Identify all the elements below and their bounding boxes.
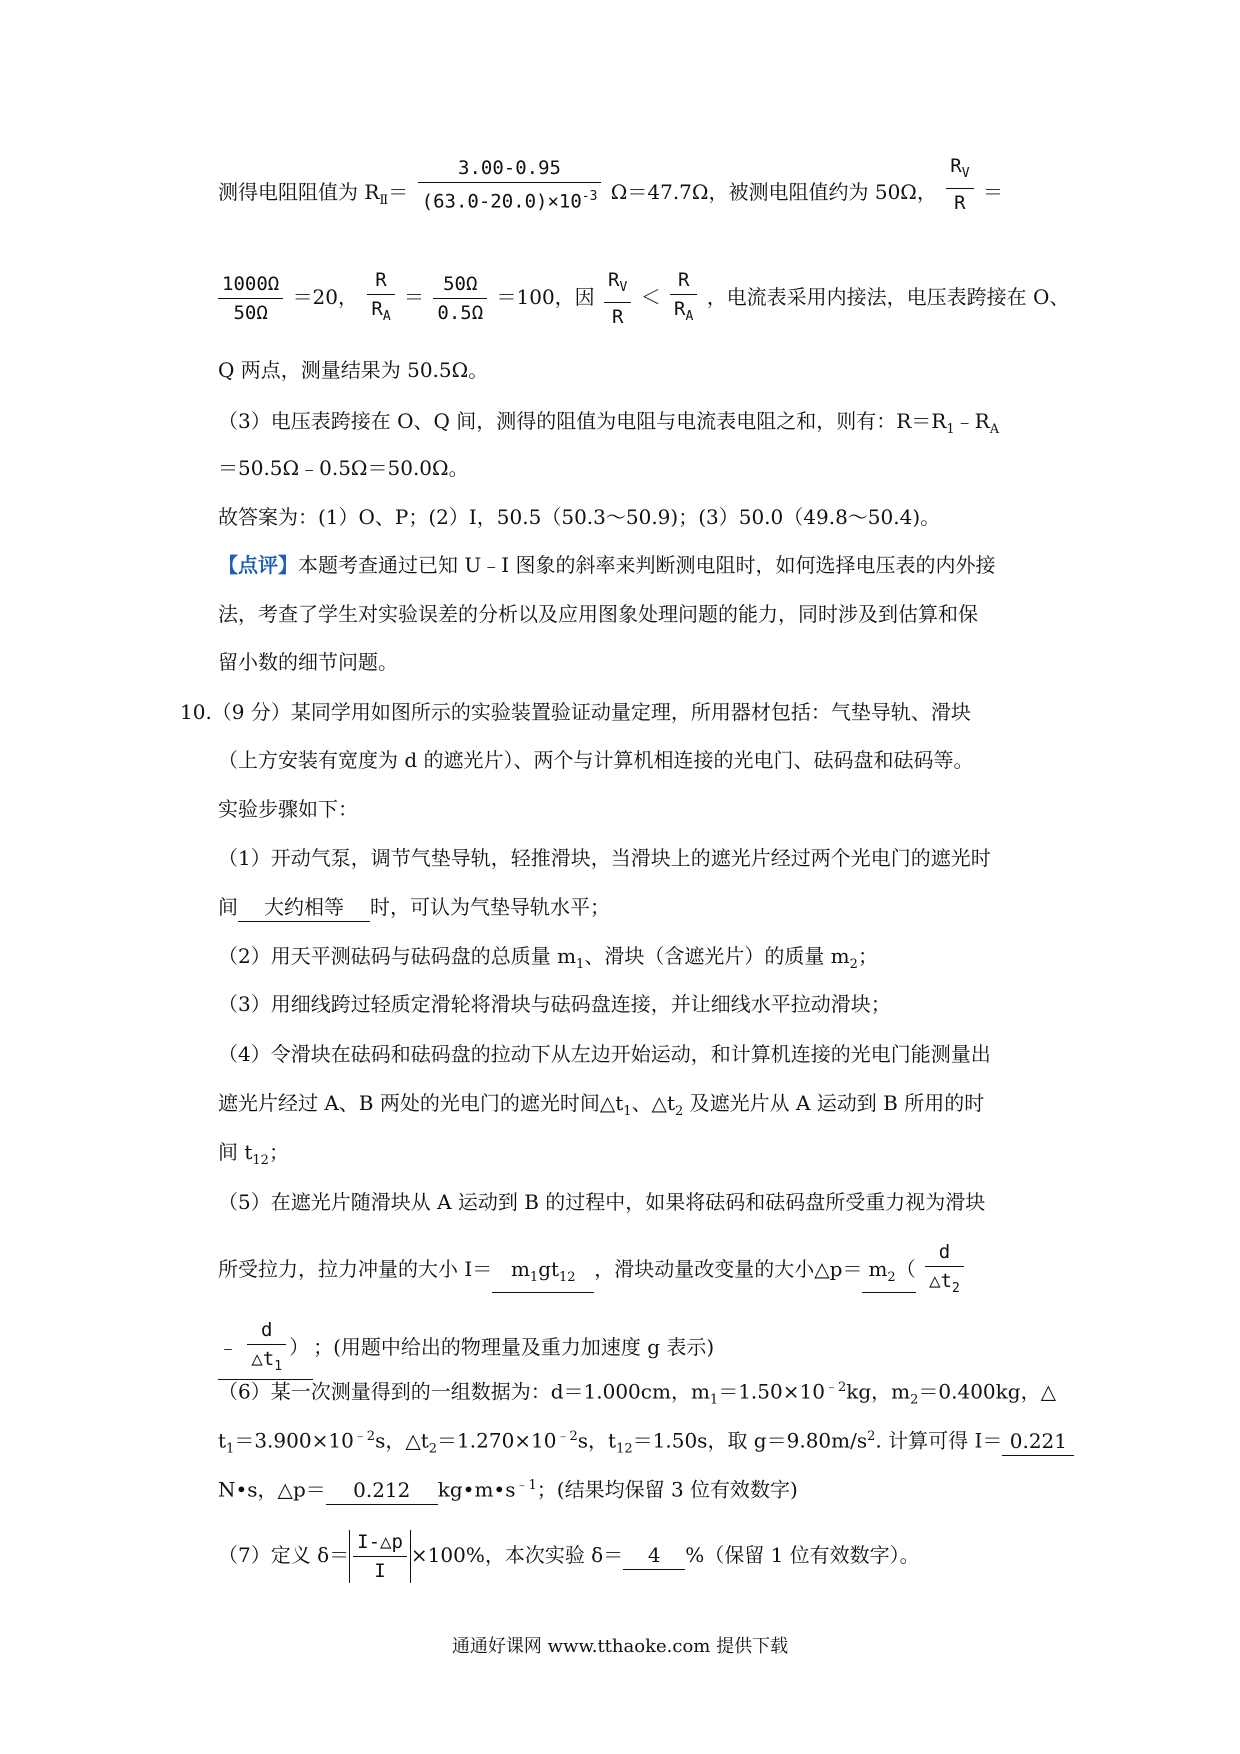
text: （2）用天平测砝码与砝码盘的总质量 m [218,944,577,968]
text-line-2 [218,268,1069,329]
text: R [608,269,620,291]
text: ） [289,1334,310,1359]
fraction [433,272,487,325]
fraction-numerator: 1000Ω [218,272,283,299]
fraction [247,1318,286,1379]
fraction [946,154,973,215]
absolute-value [349,1530,411,1583]
text: Ω＝47.7Ω，被测电阻值约为 50Ω， [610,179,937,204]
superscript: ﹣2 [556,1429,578,1444]
text-line-3: Q 两点，测量结果为 50.5Ω。 [218,358,489,382]
superscript: ﹣2 [353,1429,376,1444]
fraction-denominator [367,295,394,329]
text: ＝1.50s，取 g＝9.80m/s [632,1428,868,1453]
step-5-line-2 [218,1240,967,1301]
step-1-line-1: （1）开动气泵，调节气垫导轨，轻推滑块，当滑块上的遮光片经过两个光电门的遮光时 [218,846,991,870]
fraction-numerator: R [367,268,394,295]
subscript: 1 [709,1392,719,1408]
text-line-8: 法，考查了学生对实验误差的分析以及应用图象处理问题的能力，同时涉及到估算和保 [218,602,978,626]
step-4-line-2 [218,1089,984,1126]
fraction-numerator: d [247,1318,286,1345]
fraction-numerator: 3.00-0.95 [418,156,602,183]
text: R [674,298,686,320]
text: s，t [577,1428,617,1453]
subscript: 1 [529,1269,539,1285]
subscript: 2 [428,1441,438,1457]
text: ＝ [982,179,1003,204]
answer-blank [492,1255,594,1293]
question-10-line-3: 实验步骤如下： [218,797,358,821]
text: ，电流表采用内接法，电压表跨接在 O、 [706,284,1070,309]
text: N•s，△p＝ [218,1477,326,1502]
text-line-1 [218,155,1003,215]
text-line-9: 留小数的细节问题。 [218,650,398,674]
subscript: V [619,279,628,295]
page-footer: 通通好课网 www.tthaoke.com 提供下载 [451,1636,789,1657]
fraction-denominator [670,295,697,329]
superscript: ﹣1 [515,1478,537,1493]
text: 间 [218,895,238,919]
text-line-5: ＝50.5Ω﹣0.5Ω＝50.0Ω。 [218,456,469,480]
text: ×100%，本次实验 δ＝ [410,1543,624,1567]
text: R [950,155,962,177]
text: . 计算可得 I＝ [875,1428,1003,1453]
text: （7）定义 δ＝ [218,1543,350,1567]
text: ＝1.270×10 [437,1428,557,1453]
answer-blank: 0.212 [326,1476,438,1505]
text: ＝0.400kg，△ [918,1379,1056,1404]
subscript: 1 [576,957,585,972]
text: kg，m [846,1379,911,1404]
fraction [604,268,631,329]
text: △t [929,1270,952,1292]
fraction-denominator [925,1267,964,1301]
fraction-denominator: I [374,1560,386,1582]
subscript: 1 [226,1441,235,1457]
text: 测得电阻阻值为 R [218,179,380,204]
step-6-line-3 [218,1472,798,1505]
text: 遮光片经过 A、B 两处的光电门的遮光时间△t [218,1091,624,1115]
text: (63.0-20.0)×10 [421,190,582,213]
fraction [353,1530,407,1583]
text: ； [268,1140,289,1164]
fraction [670,268,697,329]
text: 时，可认为气垫导轨水平； [370,895,610,919]
text: ； [857,944,878,968]
text: ＝ [404,284,425,309]
fraction-denominator [418,183,602,213]
subscript: 12 [252,1153,269,1168]
text: △t [251,1348,275,1370]
fraction-numerator: R [670,268,697,295]
fraction-denominator: R [611,305,624,328]
subscript: 2 [951,1280,960,1296]
subscript: 2 [849,957,858,972]
subscript: A [685,308,694,324]
subscript: 1 [274,1358,283,1374]
text: kg•m•s [437,1477,516,1502]
text: （3）电压表跨接在 O、Q 间，测得的阻值为电阻与电流表电阻之和，则有：R＝R [218,409,947,433]
step-2 [218,942,878,979]
step-4-line-1: （4）令滑块在砝码和砝码盘的拉动下从左边开始运动，和计算机连接的光电门能测量出 [218,1042,991,1066]
text: ，滑块动量改变量的大小△p＝ [594,1256,863,1281]
step-6-line-1 [218,1374,1056,1415]
text: m [510,1256,530,1281]
fraction-numerator: 50Ω [433,272,487,299]
text: t [218,1428,227,1453]
step-4-line-3 [218,1138,289,1175]
text: gt [538,1256,560,1281]
answer-blank: 大约相等 [238,893,370,922]
step-5-line-1: （5）在遮光片随滑块从 A 运动到 B 的过程中，如果将砝码和砝码盘所受重力视为滑块 [218,1190,986,1214]
text: （6）某一次测量得到的一组数据为：d＝1.000cm，m [218,1379,710,1404]
text: 、△t [631,1091,675,1115]
fraction-numerator: d [925,1240,964,1267]
text: s，△t [375,1428,429,1453]
step-1-line-2 [218,893,610,922]
text: ﹣R [954,409,990,433]
fraction-denominator: R [954,191,966,214]
subscript: 12 [559,1269,576,1285]
text: 本题考查通过已知 U﹣I 图象的斜率来判断测电阻时，如何选择电压表的内外接 [298,553,996,577]
fraction-numerator [946,154,973,189]
subscript: 1 [946,422,955,437]
fraction-numerator [604,268,631,303]
text: ＝100，因 [496,284,595,309]
text: 、滑块（含遮光片）的质量 m [584,944,850,968]
text: 所受拉力，拉力冲量的大小 I＝ [218,1256,493,1281]
subscript: 2 [674,1104,684,1119]
fraction-numerator: I-△p [353,1530,407,1557]
answer-blank: 0.221 [1002,1427,1074,1456]
fraction [218,272,283,325]
step-5-line-3 [218,1318,714,1380]
fraction-denominator: 0.5Ω [437,301,484,324]
question-10-line-2: （上方安装有宽度为 d 的遮光片）、两个与计算机相连接的光电门、砝码盘和砝码等。 [218,748,974,772]
text-line-4 [218,407,999,444]
subscript: 2 [887,1269,896,1285]
text: R [371,298,383,320]
superscript: 2 [867,1429,876,1444]
subscript: V [961,165,970,181]
subscript: 2 [910,1392,919,1408]
fraction-denominator: 50Ω [233,301,268,324]
step-6-line-2 [218,1423,1074,1464]
step-7 [218,1530,920,1583]
text: ＝ [388,179,409,204]
superscript: ﹣2 [824,1380,847,1395]
text-line-6: 故答案为：(1）O、P；(2）Ⅰ，50.5（50.3～50.9)；(3）50.0（49.8～50.4)。 [218,505,941,529]
comment-tag: 【点评】 [218,553,298,577]
answer-blank [218,1318,313,1380]
superscript: -3 [581,188,598,204]
text: %（保留 1 位有效数字）。 [685,1543,920,1567]
text: ﹣ [218,1334,238,1359]
fraction [367,268,394,329]
text: ＝20， [292,284,359,309]
step-3: （3）用细线跨过轻质定滑轮将滑块与砝码盘连接，并让细线水平拉动滑块； [218,992,891,1016]
fraction [418,156,602,213]
subscript: A [989,422,1000,437]
question-10-line-1: 10.（9 分）某同学用如图所示的实验装置验证动量定理，所用器材包括：气垫导轨、滑块 [180,700,971,724]
answer-blank: 4 [623,1541,685,1570]
text: 及遮光片从 A 运动到 B 所用的时 [683,1091,985,1115]
text: ；(用题中给出的物理量及重力加速度 g 表示) [313,1334,715,1359]
fraction [925,1240,964,1301]
subscript: Ⅱ [379,192,389,208]
subscript: 12 [616,1441,633,1457]
text: ＝1.50×10 [718,1379,825,1404]
text-line-7 [218,551,995,579]
subscript: A [382,308,391,324]
text: ＝3.900×10 [234,1428,354,1453]
text: m [868,1256,888,1281]
text: 间 t [218,1140,253,1164]
text: （ [895,1256,916,1281]
text: ；(结果均保留 3 位有效数字) [536,1477,798,1502]
text: ＜ [640,284,661,309]
answer-blank [862,1255,915,1293]
subscript: 1 [623,1104,632,1119]
